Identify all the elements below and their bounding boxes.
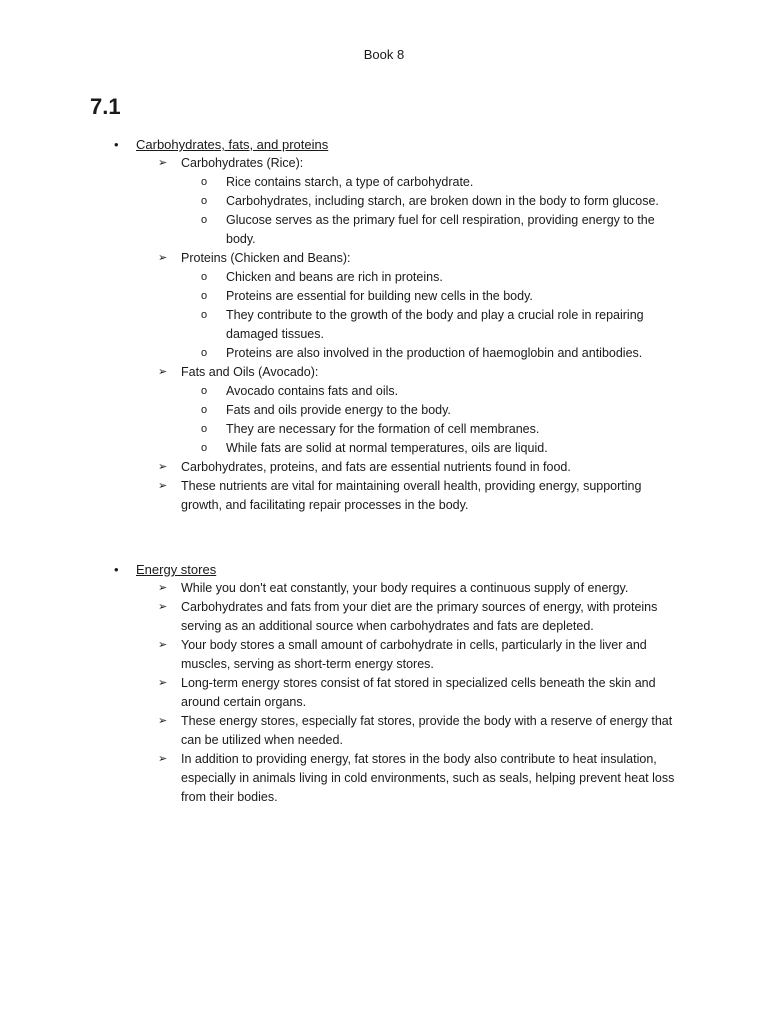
- list-item: [0, 192, 768, 211]
- list-item-text: Proteins are also involved in the production of haemoglobin and antibodies.: [226, 346, 643, 360]
- list-item: [0, 750, 768, 807]
- section-title: Energy stores: [136, 562, 217, 577]
- circle-bullet-icon: o: [201, 347, 208, 359]
- circle-bullet-icon: o: [201, 385, 208, 397]
- list-item-text: Carbohydrates and fats from your diet are the primary sources of energy, with proteins serving as an additional source when carbohydrates and fats are depleted.: [181, 600, 658, 633]
- list-item-text: Long-term energy stores consist of fat stored in specialized cells beneath the skin and around certain organs.: [181, 676, 656, 709]
- list-item: [0, 344, 768, 363]
- list-item: [0, 154, 768, 173]
- list-item: [0, 287, 768, 306]
- arrow-bullet-icon: ➢: [158, 366, 168, 378]
- arrow-bullet-icon: ➢: [158, 252, 168, 264]
- list-item: [0, 598, 768, 636]
- bullet-icon: •: [114, 562, 119, 577]
- list-item: [0, 363, 768, 382]
- arrow-bullet-icon: ➢: [158, 753, 168, 765]
- list-item: [0, 439, 768, 458]
- section-nutrients: [0, 135, 768, 515]
- circle-bullet-icon: o: [201, 271, 208, 283]
- circle-bullet-icon: o: [201, 404, 208, 416]
- list-item: [0, 401, 768, 420]
- arrow-bullet-icon: ➢: [158, 715, 168, 727]
- list-item: [0, 560, 768, 579]
- arrow-bullet-icon: ➢: [158, 157, 168, 169]
- list-item-text: Carbohydrates, proteins, and fats are essential nutrients found in food.: [181, 460, 571, 474]
- page-header: Book 8: [363, 47, 405, 62]
- circle-bullet-icon: o: [201, 290, 208, 302]
- list-item: [0, 249, 768, 268]
- list-item-text: These energy stores, especially fat stores, provide the body with a reserve of energy that can be utilized when needed.: [181, 714, 673, 747]
- circle-bullet-icon: o: [201, 195, 208, 207]
- list-item: [0, 636, 768, 674]
- circle-bullet-icon: o: [201, 309, 208, 321]
- arrow-bullet-icon: ➢: [158, 582, 168, 594]
- group-title: Fats and Oils (Avocado):: [181, 365, 319, 379]
- list-item: [0, 579, 768, 598]
- list-item-text: In addition to providing energy, fat stores in the body also contribute to heat insulation, especially in animals living in cold environments, such as seals, helping prevent heat loss from their bodies.: [181, 752, 675, 804]
- list-item: [0, 306, 768, 344]
- circle-bullet-icon: o: [201, 176, 208, 188]
- bullet-icon: •: [114, 137, 119, 152]
- list-item-text: They are necessary for the formation of cell membranes.: [226, 422, 540, 436]
- list-item: [0, 173, 768, 192]
- list-item: [0, 211, 768, 249]
- list-item: [0, 458, 768, 477]
- list-item-text: Avocado contains fats and oils.: [226, 384, 399, 398]
- list-item-text: They contribute to the growth of the body and play a crucial role in repairing damaged tissues.: [226, 308, 644, 341]
- arrow-bullet-icon: ➢: [158, 677, 168, 689]
- list-item-text: While fats are solid at normal temperatures, oils are liquid.: [226, 441, 548, 455]
- list-item-text: Glucose serves as the primary fuel for cell respiration, providing energy to the body.: [226, 213, 655, 246]
- circle-bullet-icon: o: [201, 423, 208, 435]
- list-item: [0, 712, 768, 750]
- list-item-text: Carbohydrates, including starch, are broken down in the body to form glucose.: [226, 194, 659, 208]
- section-heading: 7.1: [90, 94, 121, 119]
- list-item-text: Fats and oils provide energy to the body.: [226, 403, 451, 417]
- list-item: [0, 382, 768, 401]
- list-item-text: Proteins are essential for building new cells in the body.: [226, 289, 533, 303]
- group-title: Proteins (Chicken and Beans):: [181, 251, 351, 265]
- section-title: Carbohydrates, fats, and proteins: [136, 137, 329, 152]
- list-item-text: Rice contains starch, a type of carbohydrate.: [226, 175, 474, 189]
- circle-bullet-icon: o: [201, 442, 208, 454]
- list-item: [0, 268, 768, 287]
- list-item-text: Chicken and beans are rich in proteins.: [226, 270, 443, 284]
- arrow-bullet-icon: ➢: [158, 639, 168, 651]
- arrow-bullet-icon: ➢: [158, 601, 168, 613]
- list-item-text: While you don't eat constantly, your body requires a continuous supply of energy.: [181, 581, 629, 595]
- section-energy-stores: [0, 560, 768, 807]
- list-item: [0, 135, 768, 154]
- list-item-text: These nutrients are vital for maintaining overall health, providing energy, supporting growth, and facilitating repair processes in the body.: [181, 479, 642, 512]
- list-item-text: Your body stores a small amount of carbohydrate in cells, particularly in the liver and muscles, serving as short-term energy stores.: [181, 638, 647, 671]
- arrow-bullet-icon: ➢: [158, 480, 168, 492]
- list-item: [0, 477, 768, 515]
- list-item: [0, 420, 768, 439]
- arrow-bullet-icon: ➢: [158, 461, 168, 473]
- group-title: Carbohydrates (Rice):: [181, 156, 304, 170]
- list-item: [0, 674, 768, 712]
- circle-bullet-icon: o: [201, 214, 208, 226]
